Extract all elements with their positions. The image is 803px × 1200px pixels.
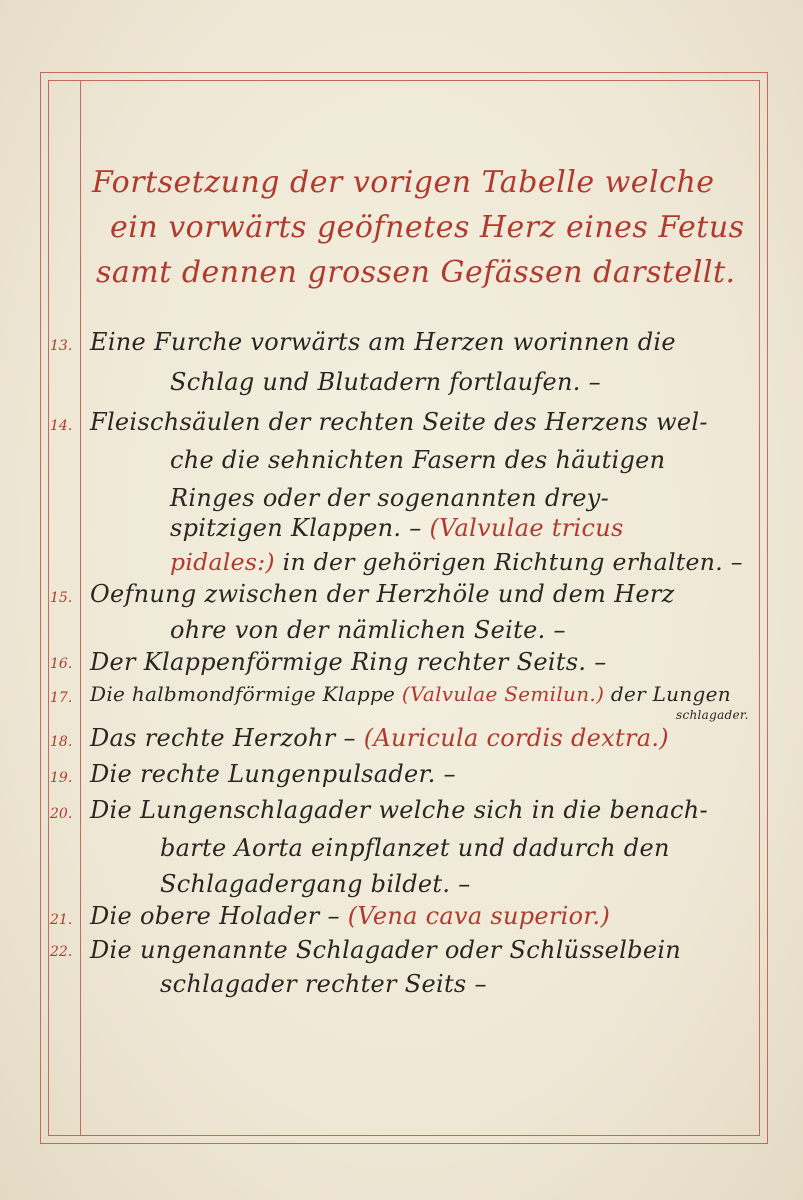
entry-20-line-3: Schlagadergang bildet. – [160,870,471,898]
entry-15-line-1: Oefnung zwischen der Herzhöle und dem Herz [90,580,675,608]
entry-17-line-1 [90,682,731,706]
entry-number-15: 15. [50,590,73,606]
entry-14-line-1: Fleischsäulen der rechten Seite des Herzens wel- [90,408,708,436]
entry-18-text: Das rechte Herzohr – [90,724,364,752]
entry-number-21: 21. [50,912,73,928]
entry-22-line-1: Die ungenannte Schlagader oder Schlüsselbein [90,936,682,964]
title-line-3: samt dennen grossen Gefässen darstellt. [96,255,736,290]
entry-number-20: 20. [50,806,73,822]
margin-rule [80,80,81,1136]
entry-19-line-1: Die rechte Lungenpulsader. – [90,760,456,788]
entry-number-14: 14. [50,418,73,434]
entry-14-line-5 [170,548,743,576]
entry-17-text: Die halbmondförmige Klappe [90,682,402,706]
entry-20-line-1: Die Lungenschlagader welche sich in die benach- [90,796,708,824]
entry-number-17: 17. [50,690,73,706]
entry-21-latin: (Vena cava superior.) [347,902,611,930]
page-title [90,160,745,295]
entry-14-line-4 [170,514,624,542]
entry-17-superscript: schlagader. [676,708,749,722]
entry-15-line-2: ohre von der nämlichen Seite. – [170,616,566,644]
title-line-2: ein vorwärts geöfnetes Herz eines Fetus [110,210,745,245]
entry-number-13: 13. [50,338,73,354]
entry-20-line-2: barte Aorta einpflanzet und dadurch den [160,834,670,862]
entry-21-line-1 [90,902,610,930]
entry-14-cont: in der gehörigen Richtung erhalten. – [274,548,743,576]
entry-14-latin: (Valvulae tricus [429,514,624,542]
entry-number-18: 18. [50,734,73,750]
entry-18-latin: (Auricula cordis dextra.) [363,724,669,752]
entry-22-line-2: schlagader rechter Seits – [160,970,487,998]
entry-14-text: spitzigen Klappen. – [170,514,430,542]
entry-21-text: Die obere Holader – [90,902,348,930]
entry-14-line-3: Ringes oder der sogenannten drey- [170,484,610,512]
entry-14-latin-cont: pidales:) [170,548,275,576]
entry-13-line-1: Eine Furche vorwärts am Herzen worinnen die [90,328,676,356]
title-line-1: Fortsetzung der vorigen Tabelle welche [92,165,715,200]
entry-16-line-1: Der Klappenförmige Ring rechter Seits. – [90,648,607,676]
entry-13-line-2: Schlag und Blutadern fortlaufen. – [170,368,601,396]
entry-number-22: 22. [50,944,73,960]
entry-17-cont: der Lungen [604,682,731,706]
entry-14-line-2: che die sehnichten Fasern des häutigen [170,446,666,474]
entry-18-line-1 [90,724,669,752]
entry-number-19: 19. [50,770,73,786]
entry-number-16: 16. [50,656,73,672]
entry-17-latin: (Valvulae Semilun.) [401,682,605,706]
